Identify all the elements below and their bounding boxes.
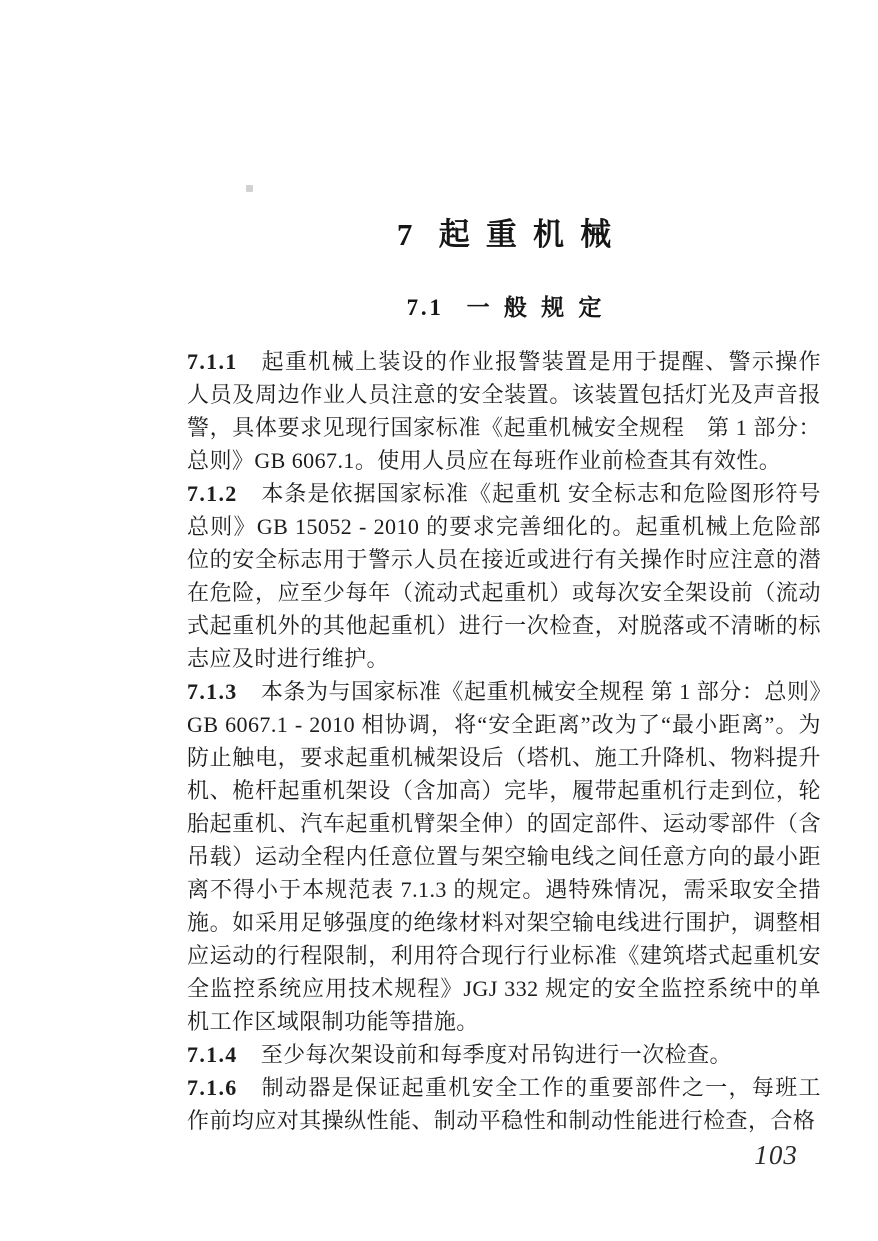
body-text (187, 345, 821, 1137)
section-title (187, 295, 821, 321)
scan-artifact-dot (246, 185, 253, 192)
clause-paragraph (187, 1038, 821, 1071)
section-title-text: 一般规定 (466, 295, 616, 320)
page-number: 103 (754, 1140, 798, 1170)
chapter-title-text: 起重机械 (438, 217, 628, 252)
chapter-number: 7 (396, 217, 413, 252)
clause-number: 7.1.2 (187, 481, 238, 506)
page-content (187, 218, 821, 1137)
clause-text: 本条是依据国家标准《起重机 安全标志和危险图形符号 总则》GB 15052 - 2010 的要求完善细化的。起重机械上危险部位的安全标志用于警示人员在接近或进行有关操作时应注意的潜在危险，应至少每年（流动式起重机）或每次安全架设前（流动式起重机外的其他起重机）进行一次检查，对脱落或不清晰的标志应及时进行维护。 (187, 481, 821, 671)
clause-paragraph (187, 345, 821, 477)
clause-text: 本条为与国家标准《起重机械安全规程 第 1 部分：总则》GB 6067.1 - 2010 相协调，将“安全距离”改为了“最小距离”。为防止触电，要求起重机械架设后（塔机、施工升降机、物料提升机、桅杆起重机架设（含加高）完毕，履带起重机行走到位，轮胎起重机、汽车起重机臂架全伸）的固定部件、运动零部件（含吊载）运动全程内任意位置与架空输电线之间任意方向的最小距离不得小于本规范表 7.1.3 的规定。遇特殊情况，需采取安全措施。如采用足够强度的绝缘材料对架空输电线进行围护，调整相应运动的行程限制，利用符合现行行业标准《建筑塔式起重机安全监控系统应用技术规程》JGJ 332 规定的安全监控系统中的单机工作区域限制功能等措施。 (187, 679, 821, 1034)
clause-paragraph (187, 477, 821, 675)
section-number: 7.1 (406, 295, 444, 320)
clause-number: 7.1.6 (187, 1075, 238, 1100)
clause-paragraph (187, 675, 821, 1038)
chapter-title (187, 218, 821, 252)
clause-number: 7.1.3 (187, 679, 238, 704)
clause-text: 制动器是保证起重机安全工作的重要部件之一，每班工作前均应对其操纵性能、制动平稳性和制动性能进行检查，合格 (187, 1075, 821, 1133)
clause-number: 7.1.4 (187, 1042, 238, 1067)
clause-text: 起重机械上装设的作业报警装置是用于提醒、警示操作人员及周边作业人员注意的安全装置。该装置包括灯光及声音报警，具体要求见现行国家标准《起重机械安全规程 第 1 部分：总则》GB 6067.1。使用人员应在每班作业前检查其有效性。 (187, 349, 821, 473)
clause-text: 至少每次架设前和每季度对吊钩进行一次检查。 (260, 1042, 732, 1067)
clause-number: 7.1.1 (187, 349, 238, 374)
clause-paragraph (187, 1071, 821, 1137)
